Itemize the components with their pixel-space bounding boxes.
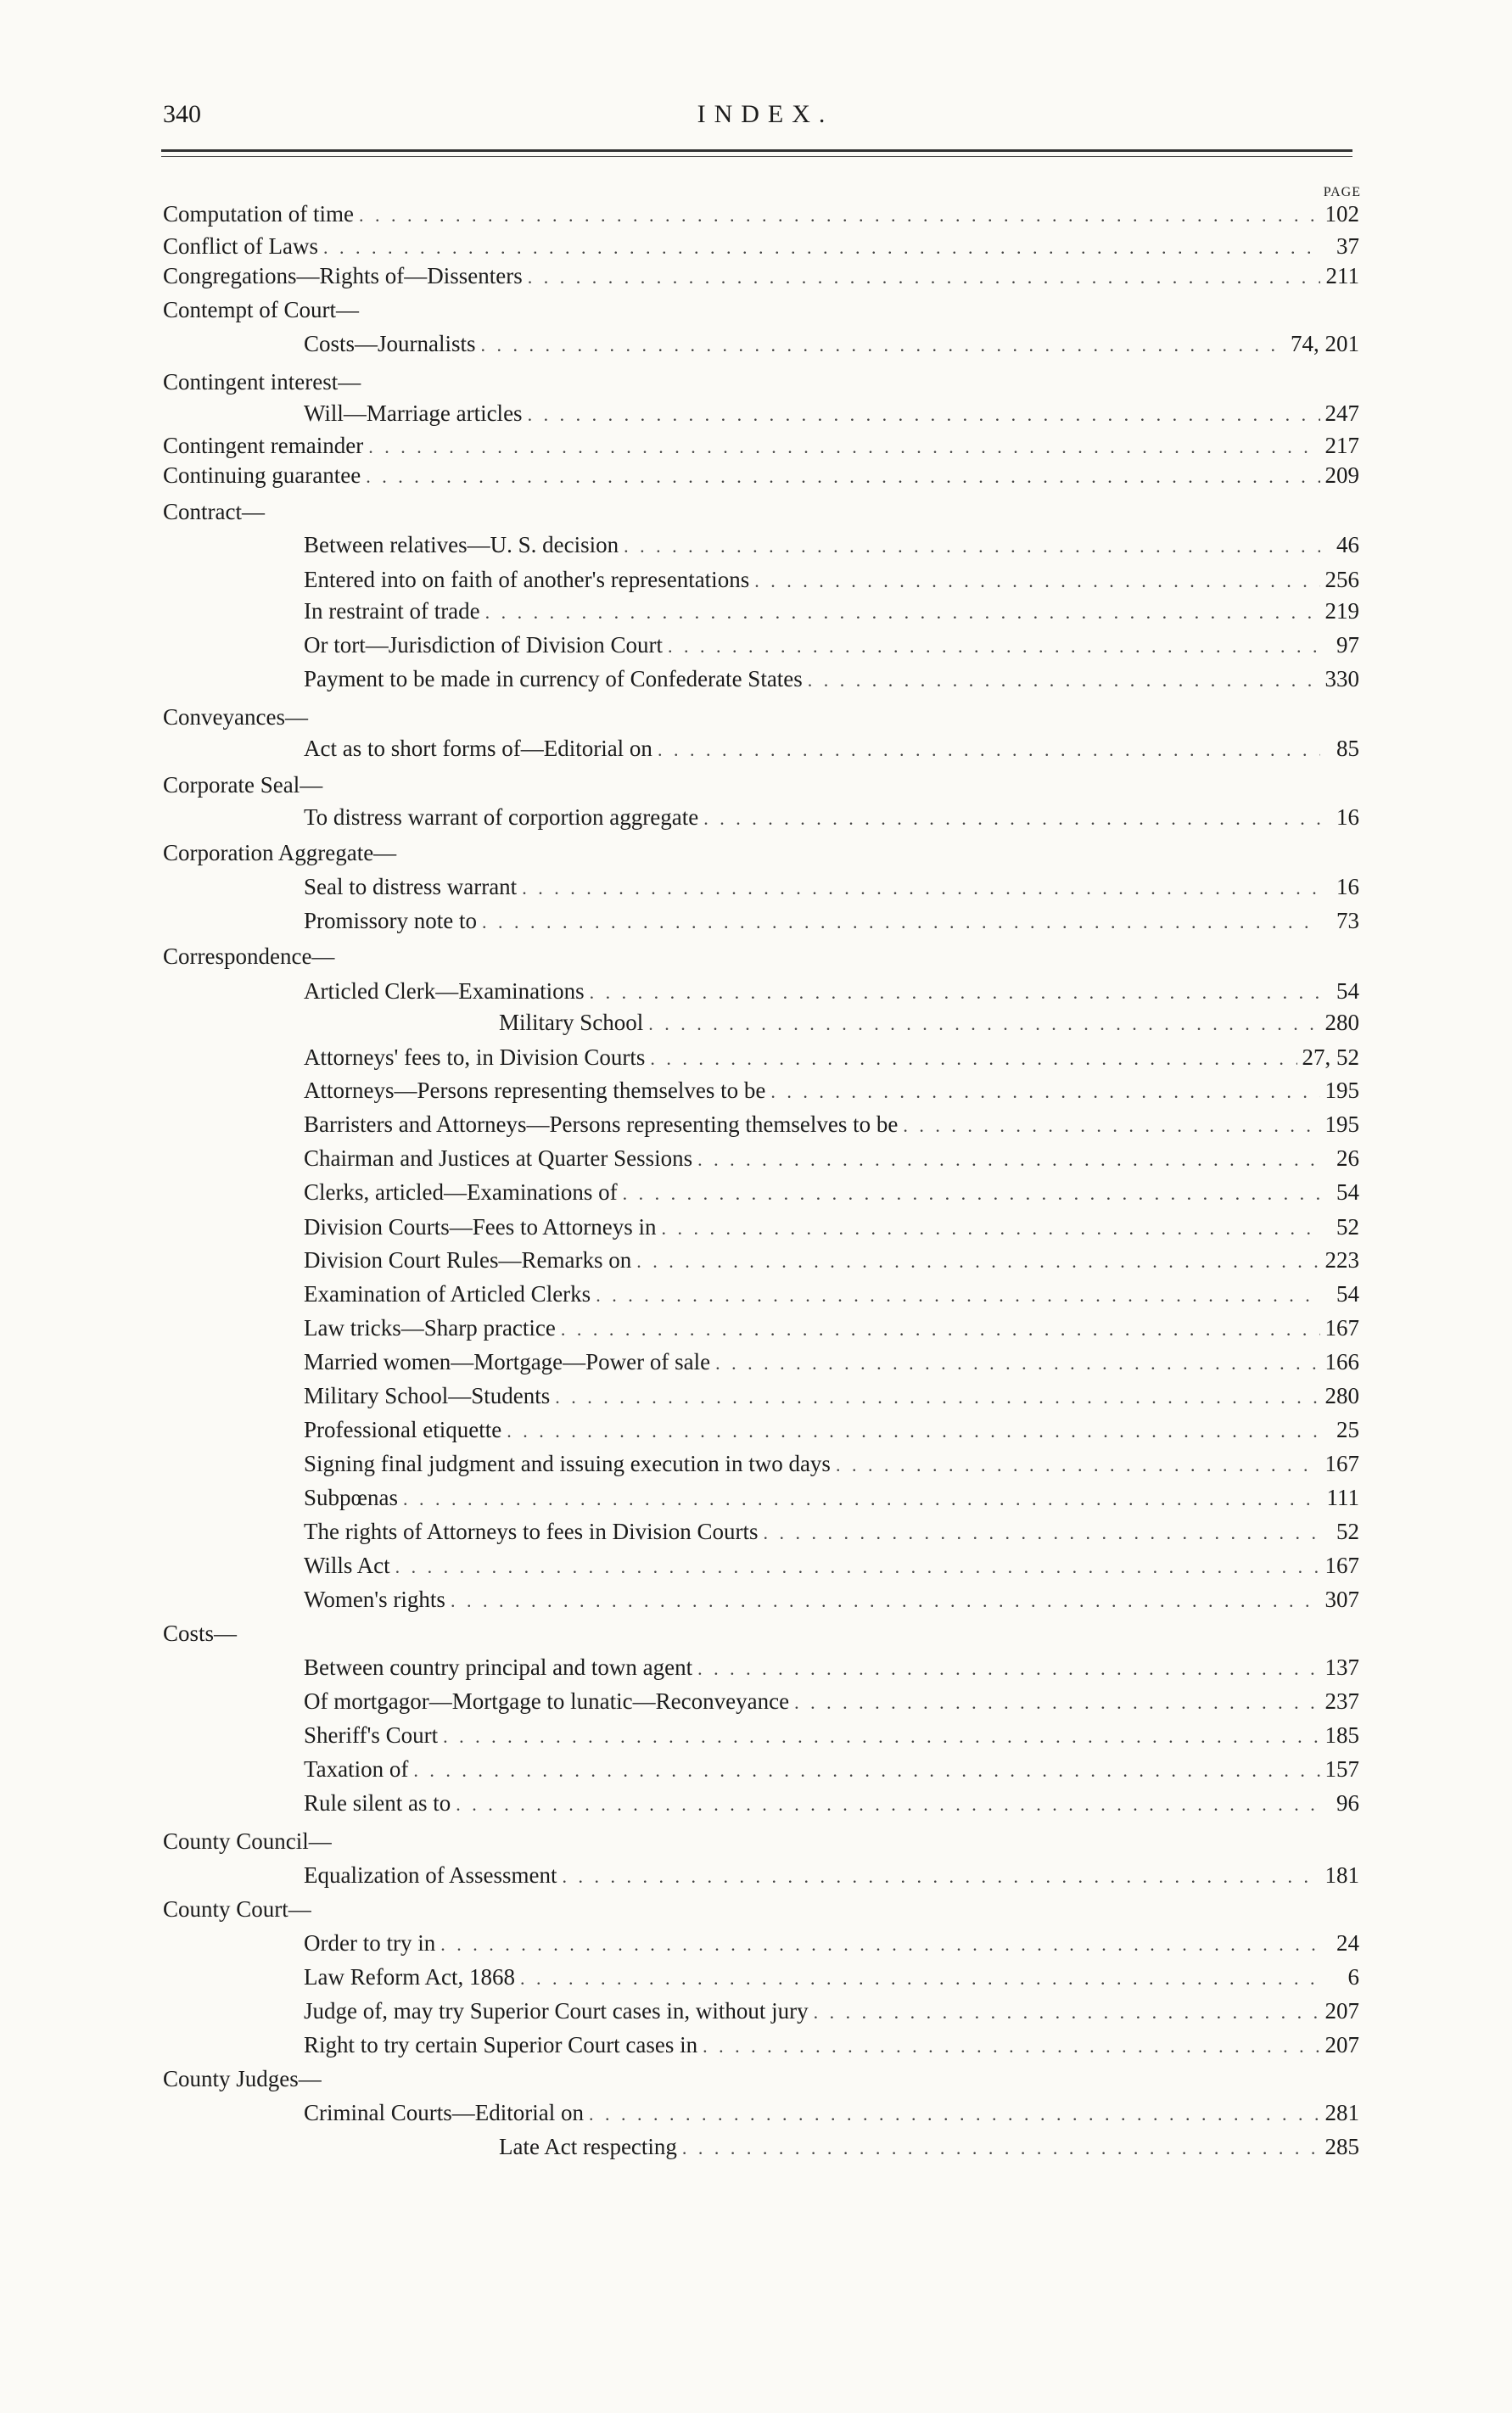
page-column-label: PAGE — [1323, 185, 1361, 199]
index-entry — [304, 2096, 1359, 2130]
index-page-ref: 195 — [1324, 1111, 1359, 1137]
index-term: Costs—Journalists — [304, 331, 476, 356]
index-page-ref: 111 — [1326, 1485, 1359, 1510]
dot-leader — [413, 1754, 1319, 1788]
index-entry — [304, 662, 1359, 696]
index-page-ref: 167 — [1324, 1315, 1359, 1341]
index-term: Promissory note to — [304, 908, 478, 933]
dot-leader — [520, 1962, 1320, 1996]
index-term: Congregations—Rights of—Dissenters — [163, 263, 523, 288]
index-page-ref: 37 — [1336, 233, 1359, 259]
index-term: Payment to be made in currency of Confederate States — [304, 666, 803, 691]
index-page-ref: 73 — [1336, 908, 1359, 933]
index-page-ref: 223 — [1324, 1247, 1359, 1273]
index-entry — [304, 1684, 1359, 1718]
index-entry — [163, 197, 1359, 231]
index-page-ref: 219 — [1324, 598, 1359, 624]
index-entry — [304, 594, 1359, 628]
index-entry — [163, 229, 1359, 263]
index-term: Wills Act — [304, 1553, 390, 1578]
dot-leader — [485, 596, 1320, 630]
index-entry — [304, 1650, 1359, 1684]
index-page-ref: 6 — [1347, 1964, 1359, 1990]
index-page-ref: 27, 52 — [1302, 1044, 1359, 1070]
dot-leader — [624, 529, 1320, 563]
dot-leader — [440, 1928, 1320, 1962]
dot-leader — [403, 1482, 1320, 1516]
index-term: Judge of, may try Superior Court cases in, without jury — [304, 1998, 809, 2024]
index-page-ref: 207 — [1324, 1998, 1359, 2024]
dot-leader — [451, 1584, 1320, 1618]
index-entry — [304, 396, 1359, 430]
index-term: Sheriff's Court — [304, 1722, 439, 1748]
dot-leader — [703, 2029, 1319, 2063]
index-entry — [304, 1141, 1359, 1175]
index-term: Married women—Mortgage—Power of sale — [304, 1349, 711, 1374]
index-heading: Costs— — [163, 1621, 238, 1646]
dot-leader — [650, 1042, 1296, 1076]
index-page-ref: 16 — [1336, 874, 1359, 899]
index-entry — [304, 731, 1359, 765]
dot-leader — [522, 871, 1320, 905]
index-page-ref: 307 — [1324, 1587, 1359, 1612]
dot-leader — [481, 328, 1285, 362]
index-page-ref: 166 — [1324, 1349, 1359, 1374]
dot-leader — [528, 398, 1320, 432]
index-entry — [304, 1447, 1359, 1481]
dot-leader — [561, 1313, 1320, 1346]
header-rule-thin — [161, 156, 1352, 157]
index-entry — [304, 1786, 1359, 1820]
index-page-ref: 207 — [1324, 2032, 1359, 2057]
dot-leader — [682, 2131, 1320, 2165]
dot-leader — [794, 1686, 1319, 1720]
index-entry — [304, 2028, 1359, 2062]
index-page-ref: 137 — [1324, 1654, 1359, 1680]
index-heading: Corporate Seal— — [163, 772, 323, 798]
index-term: Division Court Rules—Remarks on — [304, 1247, 632, 1273]
dot-leader — [395, 1550, 1320, 1584]
index-entry — [304, 904, 1359, 938]
dot-leader — [715, 1346, 1319, 1380]
index-term: Order to try in — [304, 1930, 436, 1956]
index-term: Act as to short forms of—Editorial on — [304, 736, 652, 761]
dot-leader — [763, 1516, 1320, 1550]
dot-leader — [507, 1414, 1320, 1448]
index-term: Conflict of Laws — [163, 233, 318, 259]
index-term: Computation of time — [163, 201, 354, 227]
index-entry — [304, 1582, 1359, 1616]
index-entry — [304, 1175, 1359, 1209]
index-entry — [304, 563, 1359, 596]
index-page-ref: 54 — [1336, 978, 1359, 1004]
dot-leader — [754, 564, 1319, 598]
index-page-ref: 280 — [1324, 1010, 1359, 1035]
index-heading: Corporation Aggregate— — [163, 840, 397, 865]
index-term: Subpœnas — [304, 1485, 399, 1510]
running-title: INDEX. — [697, 100, 834, 128]
index-heading: County Judges— — [163, 2066, 322, 2091]
index-term: Examination of Articled Clerks — [304, 1281, 591, 1307]
index-term: Military School — [499, 1010, 644, 1035]
dot-leader — [770, 1075, 1319, 1109]
index-page-ref: 185 — [1324, 1722, 1359, 1748]
index-term: Seal to distress warrant — [304, 874, 518, 899]
dot-leader — [359, 199, 1320, 232]
index-term: Of mortgagor—Mortgage to lunatic—Reconveyance — [304, 1688, 790, 1714]
index-heading: Conveyances— — [163, 704, 308, 730]
index-term: Chairman and Justices at Quarter Sessions — [304, 1145, 693, 1171]
index-entry — [163, 259, 1359, 293]
dot-leader — [596, 1279, 1320, 1313]
dot-leader — [697, 1652, 1319, 1686]
index-entry — [304, 1514, 1359, 1548]
dot-leader — [668, 630, 1320, 663]
index-page-ref: 167 — [1324, 1553, 1359, 1578]
dot-leader — [555, 1380, 1319, 1414]
index-entry — [304, 1210, 1359, 1244]
index-page-ref: 102 — [1324, 201, 1359, 227]
index-entry — [304, 1345, 1359, 1379]
index-entry — [304, 1073, 1359, 1107]
index-entry — [499, 1005, 1359, 1039]
index-entry — [499, 2130, 1359, 2164]
index-entry — [304, 1858, 1359, 1892]
dot-leader — [697, 1143, 1320, 1177]
dot-leader — [658, 733, 1320, 767]
index-entry — [163, 458, 1359, 492]
index-entry — [304, 1243, 1359, 1277]
index-page-ref: 237 — [1324, 1688, 1359, 1714]
index-page-ref: 281 — [1324, 2100, 1359, 2125]
index-page-ref: 96 — [1336, 1790, 1359, 1816]
index-term: Criminal Courts—Editorial on — [304, 2100, 584, 2125]
index-term: Signing final judgment and issuing execution in two days — [304, 1451, 831, 1476]
index-heading: County Court— — [163, 1896, 311, 1922]
index-entry — [304, 1752, 1359, 1786]
index-term: Entered into on faith of another's representations — [304, 567, 750, 592]
index-term: Contingent remainder — [163, 433, 364, 458]
index-entry — [304, 1040, 1359, 1074]
dot-leader — [443, 1720, 1319, 1754]
dot-leader — [589, 2097, 1320, 2131]
dot-leader — [636, 1245, 1319, 1279]
index-term: The rights of Attorneys to fees in Division Courts — [304, 1519, 759, 1544]
index-entry — [304, 1413, 1359, 1447]
index-page-ref: 280 — [1324, 1383, 1359, 1408]
index-page-ref: 167 — [1324, 1451, 1359, 1476]
index-page-ref: 25 — [1336, 1417, 1359, 1442]
index-entry — [304, 1994, 1359, 2028]
index-term: To distress warrant of corportion aggregate — [304, 804, 699, 830]
index-entry — [304, 1548, 1359, 1582]
dot-leader — [703, 802, 1320, 836]
index-page-ref: 54 — [1336, 1179, 1359, 1205]
index-term: Will—Marriage articles — [304, 400, 523, 426]
index-term: Or tort—Jurisdiction of Division Court — [304, 632, 663, 658]
index-page-ref: 157 — [1324, 1756, 1359, 1782]
index-page-ref: 181 — [1324, 1862, 1359, 1888]
index-page-ref: 195 — [1324, 1078, 1359, 1103]
index-entry — [304, 528, 1359, 562]
index-term: Clerks, articled—Examinations of — [304, 1179, 618, 1205]
index-page-ref: 52 — [1336, 1519, 1359, 1544]
page-number: 340 — [163, 100, 201, 128]
index-term: Taxation of — [304, 1756, 409, 1782]
dot-leader — [590, 976, 1320, 1010]
index-term: Late Act respecting — [499, 2134, 677, 2159]
index-entry — [304, 628, 1359, 662]
index-entry — [163, 428, 1359, 462]
dot-leader — [808, 663, 1320, 697]
dot-leader — [623, 1177, 1320, 1211]
page-header — [163, 100, 1368, 139]
index-term: Articled Clerk—Examinations — [304, 978, 585, 1004]
index-term: Between country principal and town agent — [304, 1654, 693, 1680]
index-page-ref: 209 — [1324, 462, 1359, 488]
index-page-ref: 26 — [1336, 1145, 1359, 1171]
index-term: Military School—Students — [304, 1383, 551, 1408]
dot-leader — [528, 260, 1320, 294]
index-entry — [304, 974, 1359, 1008]
dot-leader — [903, 1109, 1319, 1143]
index-entry — [304, 1960, 1359, 1994]
index-heading: County Council— — [163, 1828, 332, 1854]
dot-leader — [456, 1788, 1320, 1822]
index-term: Continuing guarantee — [163, 462, 361, 488]
index-term: In restraint of trade — [304, 598, 480, 624]
index-term: Rule silent as to — [304, 1790, 451, 1816]
index-entry — [304, 1277, 1359, 1311]
index-term: Division Courts—Fees to Attorneys in — [304, 1214, 657, 1240]
index-page-ref: 54 — [1336, 1281, 1359, 1307]
index-page-ref: 256 — [1324, 567, 1359, 592]
index-entry — [304, 1926, 1359, 1960]
index-page-ref: 97 — [1336, 632, 1359, 658]
index-entry — [304, 1718, 1359, 1752]
index-page-ref: 247 — [1324, 400, 1359, 426]
index-term: Right to try certain Superior Court cases in — [304, 2032, 698, 2057]
index-page-ref: 85 — [1336, 736, 1359, 761]
index-page-ref: 330 — [1324, 666, 1359, 691]
dot-leader — [366, 460, 1319, 494]
index-term: Equalization of Assessment — [304, 1862, 557, 1888]
index-page-ref: 285 — [1324, 2134, 1359, 2159]
index-entry — [304, 1107, 1359, 1141]
index-term: Between relatives—U. S. decision — [304, 532, 619, 557]
index-page-ref: 211 — [1325, 263, 1359, 288]
index-entry — [304, 870, 1359, 904]
index-page-ref: 217 — [1324, 433, 1359, 458]
dot-leader — [836, 1448, 1320, 1482]
dot-leader — [662, 1212, 1320, 1246]
header-rule-thick — [161, 149, 1352, 152]
index-term: Professional etiquette — [304, 1417, 502, 1442]
index-page-ref: 16 — [1336, 804, 1359, 830]
index-entry — [304, 1311, 1359, 1345]
index-heading: Contempt of Court— — [163, 297, 359, 322]
index-entry — [304, 327, 1359, 361]
index-heading: Contract— — [163, 499, 265, 524]
index-term: Women's rights — [304, 1587, 445, 1612]
index-term: Barristers and Attorneys—Persons representing themselves to be — [304, 1111, 899, 1137]
index-page-ref: 52 — [1336, 1214, 1359, 1240]
dot-leader — [648, 1007, 1319, 1041]
index-heading: Correspondence— — [163, 943, 335, 969]
index-page-ref: 24 — [1336, 1930, 1359, 1956]
dot-leader — [562, 1860, 1319, 1894]
index-heading: Contingent interest— — [163, 369, 361, 395]
index-page-ref: 74, 201 — [1291, 331, 1359, 356]
dot-leader — [482, 905, 1320, 939]
index-term: Law Reform Act, 1868 — [304, 1964, 515, 1990]
index-term: Attorneys' fees to, in Division Courts — [304, 1044, 646, 1070]
index-entry — [304, 1481, 1359, 1514]
index-term: Attorneys—Persons representing themselves to be — [304, 1078, 766, 1103]
index-entry — [304, 800, 1359, 834]
dot-leader — [814, 1996, 1320, 2029]
index-page-ref: 46 — [1336, 532, 1359, 557]
index-term: Law tricks—Sharp practice — [304, 1315, 556, 1341]
index-entry — [304, 1379, 1359, 1413]
